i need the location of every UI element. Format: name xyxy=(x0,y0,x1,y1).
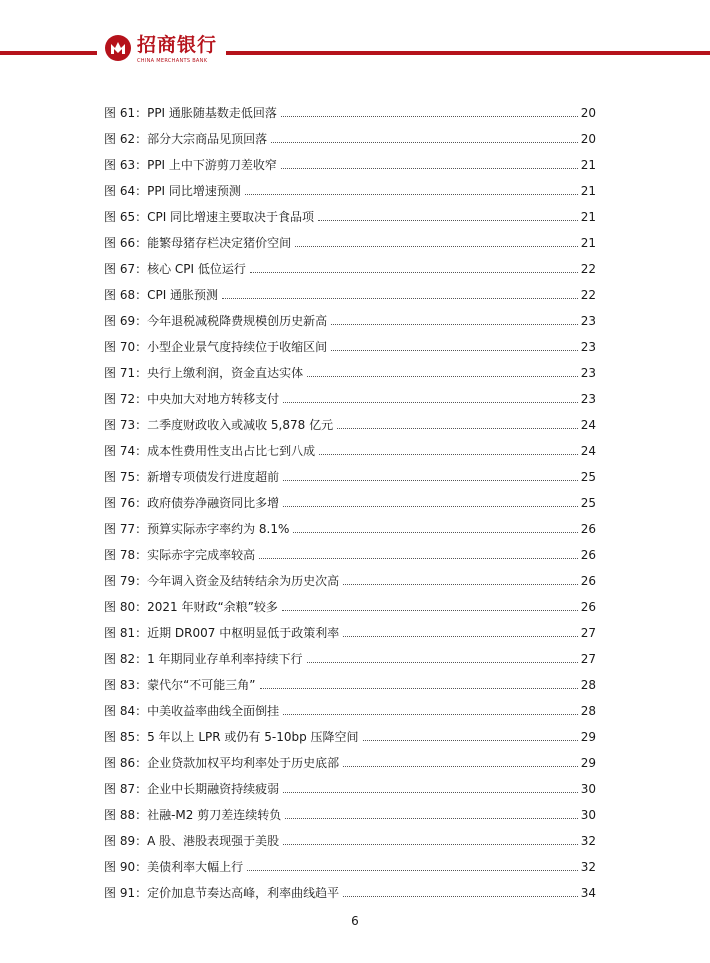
toc-entry-label: 图 82：1 年期同业存单利率持续下行 xyxy=(104,652,303,666)
toc-entry-page: 28 xyxy=(580,678,596,692)
header-rule-right xyxy=(226,51,710,55)
toc-entry-label: 图 81：近期 DR007 中枢明显低于政策利率 xyxy=(104,626,340,640)
toc-entry[interactable] xyxy=(104,672,596,698)
toc-entry[interactable] xyxy=(104,594,596,620)
toc-leader-dots xyxy=(293,532,578,533)
toc-entry-page: 20 xyxy=(580,132,596,146)
toc-entry-page: 27 xyxy=(580,626,596,640)
toc-leader-dots xyxy=(281,168,578,169)
toc-leader-dots xyxy=(331,350,578,351)
toc-leader-dots xyxy=(222,298,578,299)
toc-entry[interactable] xyxy=(104,100,596,126)
page-header xyxy=(0,0,710,80)
toc-entry-label: 图 83：蒙代尔“不可能三角” xyxy=(104,678,256,692)
toc-entry-page: 26 xyxy=(580,522,596,536)
toc-leader-dots xyxy=(283,792,578,793)
toc-entry-label: 图 72：中央加大对地方转移支付 xyxy=(104,392,280,406)
toc-entry-page: 26 xyxy=(580,548,596,562)
toc-entry[interactable] xyxy=(104,620,596,646)
toc-leader-dots xyxy=(250,272,578,273)
toc-entry-page: 28 xyxy=(580,704,596,718)
toc-entry[interactable] xyxy=(104,464,596,490)
toc-entry[interactable] xyxy=(104,828,596,854)
toc-entry-label: 图 74：成本性费用性支出占比七到八成 xyxy=(104,444,316,458)
toc-entry[interactable] xyxy=(104,152,596,178)
toc-entry-page: 30 xyxy=(580,782,596,796)
toc-entry-label: 图 88：社融-M2 剪刀差连续转负 xyxy=(104,808,282,822)
toc-entry[interactable] xyxy=(104,802,596,828)
toc-entry[interactable] xyxy=(104,750,596,776)
toc-entry-page: 29 xyxy=(580,756,596,770)
toc-entry-page: 32 xyxy=(580,860,596,874)
toc-entry-label: 图 62：部分大宗商品见顶回落 xyxy=(104,132,268,146)
toc-entry-page: 30 xyxy=(580,808,596,822)
toc-entry[interactable] xyxy=(104,646,596,672)
toc-entry-page: 26 xyxy=(580,600,596,614)
toc-entry-label: 图 66：能繁母猪存栏决定猪价空间 xyxy=(104,236,292,250)
toc-entry[interactable] xyxy=(104,880,596,906)
toc-entry-label: 图 91：定价加息节奏达高峰，利率曲线趋平 xyxy=(104,886,340,900)
toc-entry[interactable] xyxy=(104,698,596,724)
toc-entry-label: 图 78：实际赤字完成率较高 xyxy=(104,548,256,562)
toc-entry-label: 图 63：PPI 上中下游剪刀差收窄 xyxy=(104,158,277,172)
toc-entry-label: 图 80：2021 年财政“余粮”较多 xyxy=(104,600,278,614)
toc-entry[interactable] xyxy=(104,438,596,464)
toc-leader-dots xyxy=(307,376,578,377)
toc-entry-label: 图 69：今年退税减税降费规模创历史新高 xyxy=(104,314,328,328)
toc-entry-page: 24 xyxy=(580,444,596,458)
toc-leader-dots xyxy=(283,506,578,507)
toc-entry-page: 23 xyxy=(580,392,596,406)
toc-entry-label: 图 89：A 股、港股表现强于美股 xyxy=(104,834,280,848)
toc-leader-dots xyxy=(343,896,578,897)
toc-leader-dots xyxy=(363,740,578,741)
toc-entry-label: 图 85：5 年以上 LPR 或仍有 5-10bp 压降空间 xyxy=(104,730,359,744)
toc-entry[interactable] xyxy=(104,568,596,594)
toc-entry[interactable] xyxy=(104,204,596,230)
toc-leader-dots xyxy=(343,766,578,767)
toc-entry-page: 34 xyxy=(580,886,596,900)
toc-entry-label: 图 77：预算实际赤字率约为 8.1% xyxy=(104,522,290,536)
toc-entry-page: 27 xyxy=(580,652,596,666)
toc-entry-label: 图 76：政府债券净融资同比多增 xyxy=(104,496,280,510)
page-number: 6 xyxy=(351,914,359,928)
toc-entry-page: 32 xyxy=(580,834,596,848)
toc-entry-page: 26 xyxy=(580,574,596,588)
toc-entry[interactable] xyxy=(104,724,596,750)
toc-entry-page: 23 xyxy=(580,366,596,380)
toc-entry-label: 图 64：PPI 同比增速预测 xyxy=(104,184,241,198)
toc-leader-dots xyxy=(259,558,578,559)
toc-entry-label: 图 73：二季度财政收入或减收 5,878 亿元 xyxy=(104,418,334,432)
toc-entry[interactable] xyxy=(104,360,596,386)
toc-entry-page: 24 xyxy=(580,418,596,432)
toc-entry[interactable] xyxy=(104,854,596,880)
toc-entry-page: 29 xyxy=(580,730,596,744)
toc-entry-label: 图 67：核心 CPI 低位运行 xyxy=(104,262,246,276)
toc-leader-dots xyxy=(307,662,578,663)
toc-entry-page: 22 xyxy=(580,262,596,276)
toc-leader-dots xyxy=(245,194,578,195)
toc-entry-page: 20 xyxy=(580,106,596,120)
toc-entry-label: 图 75：新增专项债发行进度超前 xyxy=(104,470,280,484)
toc-entry-label: 图 65：CPI 同比增速主要取决于食品项 xyxy=(104,210,315,224)
toc-entry[interactable] xyxy=(104,256,596,282)
toc-entry[interactable] xyxy=(104,490,596,516)
toc-leader-dots xyxy=(271,142,578,143)
toc-leader-dots xyxy=(318,220,578,221)
toc-leader-dots xyxy=(343,636,578,637)
toc-entry-label: 图 84：中美收益率曲线全面倒挂 xyxy=(104,704,280,718)
toc-entry-label: 图 86：企业贷款加权平均利率处于历史底部 xyxy=(104,756,340,770)
toc-entry[interactable] xyxy=(104,776,596,802)
toc-entry-label: 图 68：CPI 通胀预测 xyxy=(104,288,219,302)
toc-leader-dots xyxy=(281,116,578,117)
toc-entry[interactable] xyxy=(104,334,596,360)
cmb-logo-icon xyxy=(104,34,132,62)
figure-list xyxy=(104,100,596,906)
toc-leader-dots xyxy=(283,402,578,403)
toc-entry-page: 25 xyxy=(580,470,596,484)
toc-entry[interactable] xyxy=(104,542,596,568)
toc-entry[interactable] xyxy=(104,230,596,256)
toc-leader-dots xyxy=(282,610,578,611)
toc-entry-page: 22 xyxy=(580,288,596,302)
bank-name-cn: 招商银行 xyxy=(137,34,218,56)
toc-entry[interactable] xyxy=(104,178,596,204)
toc-entry-label: 图 61：PPI 通胀随基数走低回落 xyxy=(104,106,277,120)
toc-entry-page: 21 xyxy=(580,184,596,198)
toc-entry[interactable] xyxy=(104,412,596,438)
toc-leader-dots xyxy=(295,246,578,247)
toc-entry[interactable] xyxy=(104,516,596,542)
toc-leader-dots xyxy=(343,584,578,585)
toc-leader-dots xyxy=(319,454,578,455)
toc-entry-label: 图 87：企业中长期融资持续疲弱 xyxy=(104,782,280,796)
toc-leader-dots xyxy=(337,428,578,429)
toc-entry-label: 图 71：央行上缴利润，资金直达实体 xyxy=(104,366,304,380)
toc-entry[interactable] xyxy=(104,386,596,412)
toc-entry-page: 21 xyxy=(580,210,596,224)
toc-leader-dots xyxy=(247,870,578,871)
toc-entry-page: 21 xyxy=(580,236,596,250)
toc-leader-dots xyxy=(283,844,578,845)
toc-entry-label: 图 79：今年调入资金及结转结余为历史次高 xyxy=(104,574,340,588)
toc-entry-label: 图 90：美债利率大幅上行 xyxy=(104,860,244,874)
toc-entry[interactable] xyxy=(104,282,596,308)
toc-leader-dots xyxy=(283,480,578,481)
toc-entry[interactable] xyxy=(104,308,596,334)
toc-entry-page: 23 xyxy=(580,314,596,328)
toc-entry-page: 21 xyxy=(580,158,596,172)
toc-leader-dots xyxy=(285,818,578,819)
toc-entry-label: 图 70：小型企业景气度持续位于收缩区间 xyxy=(104,340,328,354)
header-rule-left xyxy=(0,51,97,55)
toc-leader-dots xyxy=(283,714,578,715)
toc-entry[interactable] xyxy=(104,126,596,152)
bank-name-en: CHINA MERCHANTS BANK xyxy=(137,58,208,64)
toc-entry-page: 25 xyxy=(580,496,596,510)
toc-entry-page: 23 xyxy=(580,340,596,354)
toc-leader-dots xyxy=(331,324,578,325)
toc-leader-dots xyxy=(260,688,578,689)
